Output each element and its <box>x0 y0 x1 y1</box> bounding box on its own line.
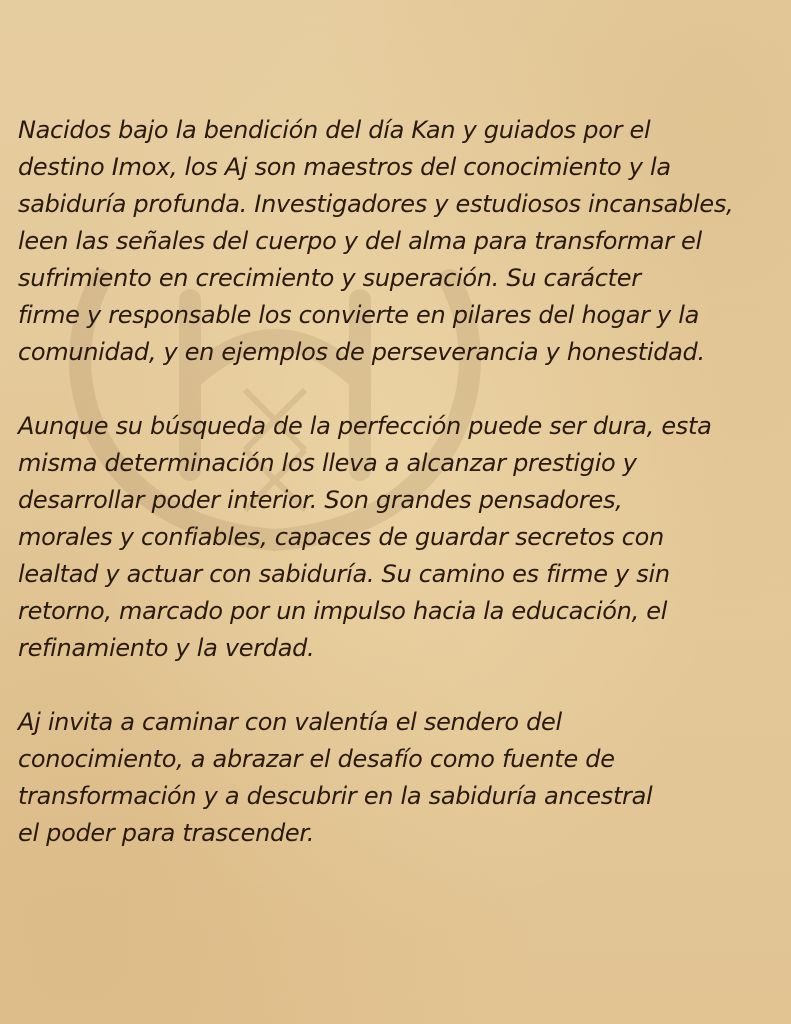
text-line: Aunque su búsqueda de la perfección puede ser dura, esta <box>18 412 712 440</box>
text-line: firme y responsable los convierte en pilares del hogar y la <box>18 301 700 329</box>
text-line: misma determinación los lleva a alcanzar prestigio y <box>18 449 637 477</box>
paragraph-3 <box>18 704 788 852</box>
text-line: comunidad, y en ejemplos de perseverancia y honestidad. <box>18 338 705 366</box>
text-line: retorno, marcado por un impulso hacia la educación, el <box>18 597 668 625</box>
text-line: destino Imox, los Aj son maestros del conocimiento y la <box>18 153 671 181</box>
text-line: leen las señales del cuerpo y del alma para transformar el <box>18 227 702 255</box>
text-line: lealtad y actuar con sabiduría. Su camino es firme y sin <box>18 560 670 588</box>
text-line: sufrimiento en crecimiento y superación. Su carácter <box>18 264 641 292</box>
text-line: morales y confiables, capaces de guardar secretos con <box>18 523 664 551</box>
text-line: el poder para trascender. <box>18 819 315 847</box>
text-line: Nacidos bajo la bendición del día Kan y guiados por el <box>18 116 651 144</box>
text-line: sabiduría profunda. Investigadores y estudiosos incansables, <box>18 190 734 218</box>
text-line: Aj invita a caminar con valentía el sendero del <box>18 708 562 736</box>
paragraph-2 <box>18 408 788 667</box>
text-line: refinamiento y la verdad. <box>18 634 315 662</box>
text-line: desarrollar poder interior. Son grandes pensadores, <box>18 486 623 514</box>
text-line: conocimiento, a abrazar el desafío como fuente de <box>18 745 615 773</box>
body-text <box>18 112 788 889</box>
paragraph-1 <box>18 112 788 371</box>
text-line: transformación y a descubrir en la sabiduría ancestral <box>18 782 653 810</box>
